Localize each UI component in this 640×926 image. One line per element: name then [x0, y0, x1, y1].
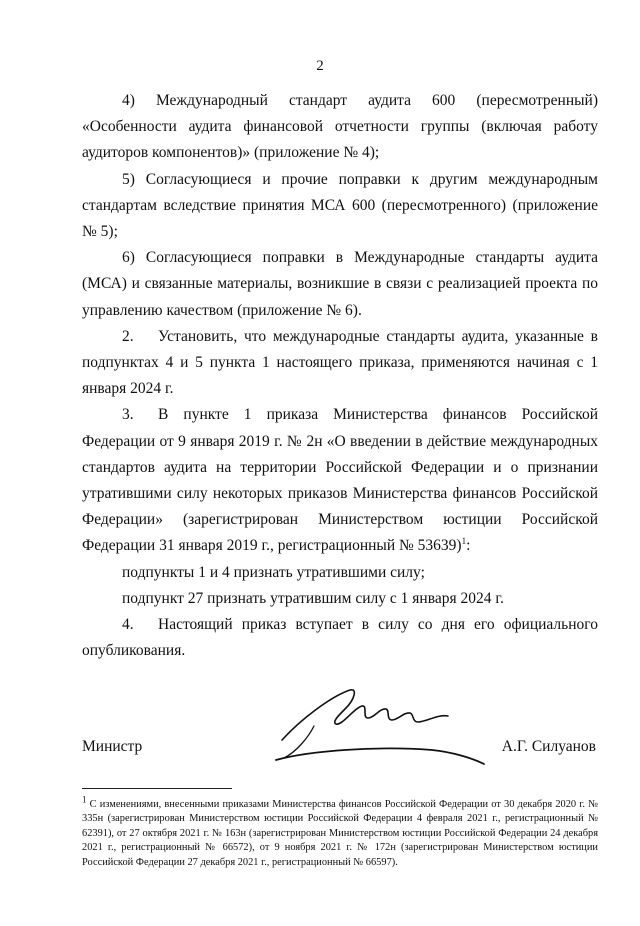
paragraph-4	[82, 612, 598, 664]
page-number: 2	[316, 58, 324, 74]
handwritten-signature	[262, 678, 492, 778]
footnote-text: С изменениями, внесенными приказами Министерства финансов Российской Федерации от 30 декабря 2020 г. № 335н (зарегистрирован Министерством юстиции Российской Федерации 4 февраля 2021 г., регистрационный № 62391), от 27 октября 2021 г. № 163н (зарегистрирован Министерством юстиции Российской Федерации 24 декабря 2021 г., регистрационный № 66572), от 9 ноября 2021 г. № 172н (зарегистрирован Министерством юстиции Российской Федерации 27 декабря 2021 г., регистрационный № 66597).	[82, 799, 598, 868]
item-4: 4) Международный стандарт аудита 600 (пересмотренный) «Особенности аудита финансовой отчетности группы (включая работу аудиторов компонентов)» (приложение № 4);	[82, 92, 598, 162]
paragraph-2-text: Установить, что международные стандарты аудита, указанные в подпунктах 4 и 5 пункта 1 настоящего приказа, применяются начиная с 1 января 2024 г.	[82, 327, 598, 398]
paragraph-3-tail: :	[466, 537, 471, 555]
signatory-name: А.Г. Силуанов	[501, 738, 596, 755]
footnote-mark: 1	[82, 794, 87, 805]
footnote-reference: 1	[461, 536, 467, 547]
footnote-separator	[82, 788, 232, 789]
item-5: 5) Согласующиеся и прочие поправки к другим международным стандартам вследствие принятия МСА 600 (пересмотренного) (приложение № 5);	[82, 170, 598, 241]
item-6: 6) Согласующиеся поправки в Международные стандарты аудита (МСА) и связанные материалы, возникшие в связи с реализацией проекта по управлению качеством (приложение № 6).	[82, 249, 598, 319]
subitem-2: подпункт 27 признать утратившим силу с 1 января 2024 г.	[122, 589, 504, 607]
paragraph-2-number: 2.	[122, 327, 134, 345]
paragraph-3-number: 3.	[122, 406, 134, 424]
signatory-title: Министр	[82, 738, 143, 755]
paragraph-3	[82, 402, 598, 559]
footnote	[82, 794, 598, 870]
paragraph-2	[82, 324, 598, 403]
paragraph-3-text: В пункте 1 приказа Министерства финансов Российской Федерации от 9 января 2019 г. № 2н «О введении в действие международных стандартов аудита на территории Российской Федерации и о признании утратившими силу некоторых приказов Министерства финансов Российской Федерации» (зарегистрирован Министерством юстиции Российской Федерации 31 января 2019 г., регистрационный № 53639)	[82, 406, 598, 555]
paragraph-4-number: 4.	[122, 616, 134, 634]
paragraph-4-text: Настоящий приказ вступает в силу со дня его официального опубликования.	[82, 616, 598, 660]
subitem-1: подпункты 1 и 4 признать утратившими силу;	[122, 563, 425, 581]
document-body	[82, 88, 598, 664]
